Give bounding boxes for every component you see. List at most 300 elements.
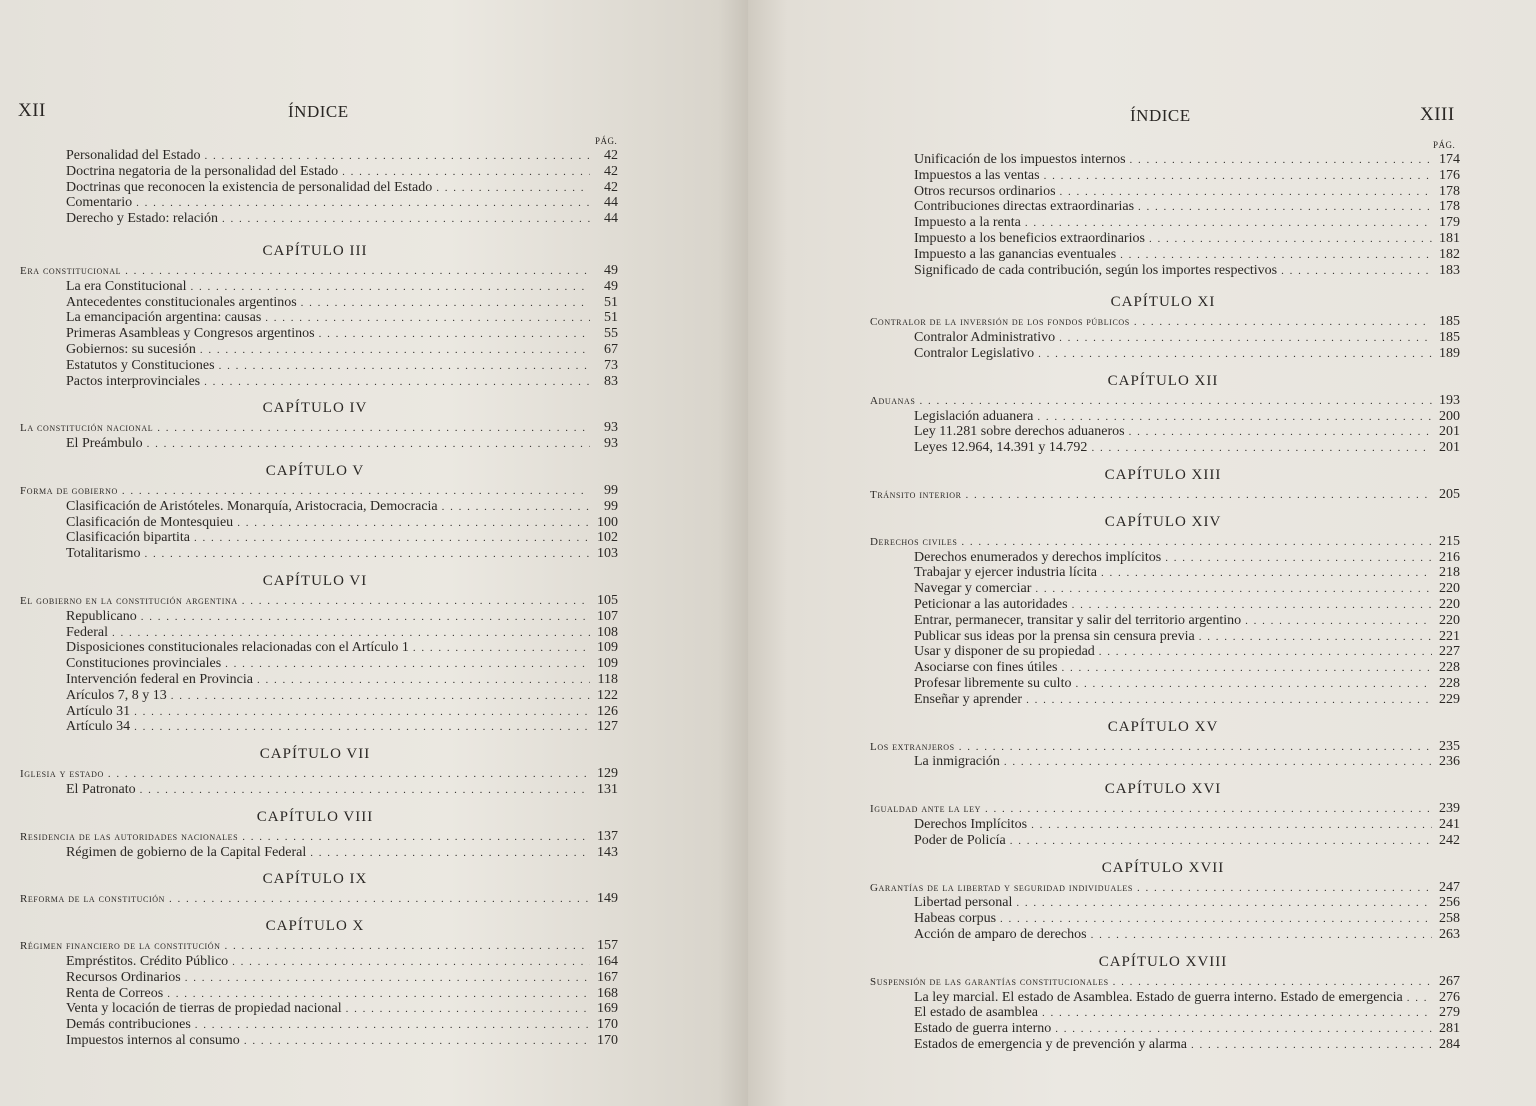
toc-entry <box>66 164 618 180</box>
entry-page: 228 <box>1439 660 1460 676</box>
entry-title: Derechos enumerados y derechos implícitos <box>914 549 1162 565</box>
entry-page: 51 <box>604 294 618 310</box>
leader-dots <box>1042 1005 1432 1021</box>
toc-entry <box>66 954 618 970</box>
leader-dots <box>1113 974 1432 990</box>
entry-page: 83 <box>604 373 618 389</box>
toc-entry <box>66 211 618 227</box>
entry-title: La inmigración <box>914 754 1000 770</box>
entry-title: Publicar sus ideas por la prensa sin censura previa <box>914 628 1195 644</box>
leader-dots <box>1004 754 1432 770</box>
leader-dots <box>140 782 590 798</box>
entry-title: Aduanas <box>870 394 916 407</box>
pag-label: PÁG. <box>595 136 618 146</box>
entry-title: Asociarse con fines útiles <box>914 660 1058 676</box>
chapter-subject-entry <box>870 880 1460 896</box>
leader-dots <box>1199 629 1432 645</box>
entry-title: Forma de gobierno <box>20 485 118 497</box>
entry-page: 42 <box>604 148 618 163</box>
running-head: ÍNDICE <box>1130 106 1191 125</box>
leader-dots <box>1000 911 1432 927</box>
toc-entry <box>66 640 618 656</box>
leader-dots <box>1025 215 1432 231</box>
entry-page: 218 <box>1439 565 1460 581</box>
leader-dots <box>1035 581 1432 597</box>
entry-title: Igualdad ante la ley <box>870 803 982 816</box>
entry-page: 200 <box>1439 408 1460 424</box>
toc-entry <box>914 550 1460 566</box>
entry-title: Disposiciones constitucionales relacionadas con el Artículo 1 <box>66 640 409 656</box>
toc-entry <box>914 152 1460 168</box>
entry-page: 122 <box>597 687 618 703</box>
leader-dots <box>961 534 1432 550</box>
leader-dots <box>985 801 1432 817</box>
entry-page: 267 <box>1439 973 1460 989</box>
leader-dots <box>225 656 590 672</box>
leader-dots <box>244 1033 590 1049</box>
toc-entry <box>914 581 1460 597</box>
leader-dots <box>242 593 590 609</box>
leader-dots <box>1281 263 1432 279</box>
toc-entry <box>914 817 1460 833</box>
entry-title: Tránsito interior <box>870 489 962 501</box>
entry-page: 247 <box>1439 879 1460 895</box>
leader-dots <box>966 487 1432 503</box>
toc-entry <box>914 1037 1460 1053</box>
entry-title: Contribuciones directas extraordinarias <box>914 199 1135 215</box>
page-number: XIII <box>1420 104 1455 125</box>
leader-dots <box>167 986 590 1002</box>
entry-title: Federal <box>66 624 108 640</box>
leader-dots <box>1016 895 1432 911</box>
chapter-heading: CAPÍTULO XII <box>1107 372 1219 389</box>
toc-entry <box>66 180 618 196</box>
toc-entry <box>914 895 1460 911</box>
toc-entry <box>914 346 1460 362</box>
chapter-heading: CAPÍTULO IX <box>262 871 368 888</box>
entry-title: Residencia de las autoridades nacionales <box>20 830 239 843</box>
entry-page: 220 <box>1439 597 1460 612</box>
chapter-heading: CAPÍTULO XV <box>1107 718 1219 735</box>
toc-entry <box>66 279 618 295</box>
entry-page: 93 <box>604 420 618 436</box>
leader-dots <box>204 374 590 390</box>
entry-page: 127 <box>597 719 618 735</box>
entry-page: 185 <box>1439 330 1460 346</box>
chapter-subject-entry <box>20 420 618 436</box>
leader-dots <box>1138 199 1432 215</box>
leader-dots <box>147 436 590 452</box>
entry-title: Profesar libremente su culto <box>914 676 1072 691</box>
leader-dots <box>1407 990 1432 1006</box>
entry-title: Habeas corpus <box>914 911 997 927</box>
toc-entry <box>66 625 618 641</box>
chapter-subject-entry <box>20 766 618 782</box>
entry-page: 149 <box>597 891 618 907</box>
entry-title: Pactos interprovinciales <box>66 373 201 389</box>
entry-title: Arículos 7, 8 y 13 <box>66 687 167 703</box>
toc-entry <box>914 440 1460 456</box>
toc-entry <box>914 424 1460 440</box>
leader-dots <box>1061 660 1432 676</box>
entry-page: 170 <box>597 1033 618 1048</box>
leader-dots <box>222 211 590 227</box>
entry-title: Estados de emergencia y de prevención y alarma <box>914 1037 1188 1052</box>
toc-entry <box>914 597 1460 613</box>
entry-page: 49 <box>604 263 618 278</box>
leader-dots <box>319 326 590 342</box>
entry-title: Usar y disponer de su propiedad <box>914 644 1095 660</box>
left-page <box>0 0 748 1106</box>
entry-page: 236 <box>1439 754 1460 770</box>
entry-page: 221 <box>1439 628 1460 644</box>
entry-title: Primeras Asambleas y Congresos argentinos <box>66 326 315 342</box>
leader-dots <box>1137 880 1432 896</box>
toc-entry <box>66 295 618 311</box>
entry-title: Contralor Administrativo <box>914 330 1056 346</box>
entry-page: 263 <box>1439 927 1460 942</box>
entry-title: La era Constitucional <box>66 278 187 294</box>
toc-entry <box>914 911 1460 927</box>
leader-dots <box>1055 1021 1432 1037</box>
toc-entry <box>66 374 618 390</box>
entry-title: Contralor Legislativo <box>914 346 1035 361</box>
entry-title: Impuestos internos al consumo <box>66 1033 240 1048</box>
entry-page: 167 <box>597 969 618 985</box>
entry-title: Unificación de los impuestos internos <box>914 152 1126 167</box>
entry-title: Régimen financiero de la constitución <box>20 940 221 953</box>
leader-dots <box>1044 168 1432 184</box>
entry-title: Régimen de gobierno de la Capital Federal <box>66 844 307 860</box>
leader-dots <box>301 295 590 311</box>
toc-entry <box>914 660 1460 676</box>
entry-title: Doctrinas que reconocen la existencia de personalidad del Estado <box>66 179 433 195</box>
leader-dots <box>1165 550 1432 566</box>
toc-entry <box>914 199 1460 215</box>
entry-page: 242 <box>1439 832 1460 848</box>
entry-title: Entrar, permanecer, transitar y salir del territorio argentino <box>914 612 1242 628</box>
entry-title: Legislación aduanera <box>914 408 1034 424</box>
entry-page: 108 <box>597 624 618 640</box>
entry-page: 256 <box>1439 895 1460 911</box>
running-head: ÍNDICE <box>288 102 349 121</box>
entry-page: 178 <box>1439 199 1460 215</box>
entry-title: Artículo 34 <box>66 719 131 735</box>
leader-dots <box>1191 1037 1432 1053</box>
leader-dots <box>919 393 1432 409</box>
entry-page: 100 <box>597 514 618 530</box>
entry-page: 103 <box>597 546 618 562</box>
toc-entry <box>914 692 1460 708</box>
toc-entry <box>914 990 1460 1006</box>
entry-page: 164 <box>597 954 618 969</box>
entry-page: 143 <box>597 844 618 860</box>
leader-dots <box>237 515 590 531</box>
toc-entry <box>914 927 1460 943</box>
toc-entry <box>914 330 1460 346</box>
entry-title: Venta y locación de tierras de propiedad nacional <box>66 1001 342 1017</box>
entry-title: Clasificación de Montesquieu <box>66 514 234 530</box>
leader-dots <box>242 829 590 845</box>
entry-page: 279 <box>1439 1005 1460 1021</box>
leader-dots <box>112 625 590 641</box>
leader-dots <box>194 530 590 546</box>
entry-title: La emancipación argentina: causas <box>66 310 262 326</box>
toc-entry <box>914 263 1460 279</box>
entry-title: Contralor de la inversión de los fondos públicos <box>870 316 1130 329</box>
entry-title: Ley 11.281 sobre derechos aduaneros <box>914 424 1125 440</box>
entry-title: Garantías de la libertad y seguridad individuales <box>870 881 1133 894</box>
entry-page: 73 <box>604 357 618 373</box>
toc-entry <box>914 247 1460 263</box>
entry-title: Derecho y Estado: relación <box>66 211 218 227</box>
leader-dots <box>136 195 590 211</box>
leader-dots <box>1026 692 1432 708</box>
entry-page: 51 <box>604 310 618 326</box>
entry-title: La constitución nacional <box>20 422 154 435</box>
entry-page: 67 <box>604 342 618 357</box>
entry-page: 216 <box>1439 549 1460 565</box>
leader-dots <box>1245 613 1432 629</box>
chapter-subject-entry <box>870 974 1460 990</box>
entry-page: 109 <box>597 656 618 672</box>
right-page <box>748 0 1536 1106</box>
toc-entry <box>66 782 618 798</box>
leader-dots <box>122 483 590 499</box>
toc-entry <box>66 326 618 342</box>
entry-title: Trabajar y ejercer industria lícita <box>914 565 1097 581</box>
leader-dots <box>342 164 590 180</box>
entry-title: Los extranjeros <box>870 740 955 753</box>
entry-title: El estado de asamblea <box>914 1005 1039 1021</box>
leader-dots <box>134 704 590 720</box>
toc-entry <box>914 215 1460 231</box>
toc-entry <box>66 1033 618 1049</box>
entry-page: 239 <box>1439 801 1460 817</box>
toc-entry <box>66 195 618 211</box>
chapter-subject-entry <box>20 483 618 499</box>
leader-dots <box>346 1001 590 1017</box>
entry-title: Intervención federal en Provincia <box>66 672 253 687</box>
entry-page: 183 <box>1439 262 1460 278</box>
entry-page: 93 <box>604 436 618 452</box>
leader-dots <box>1072 597 1432 613</box>
toc-entry <box>66 515 618 531</box>
entry-page: 55 <box>604 326 618 342</box>
entry-page: 44 <box>604 195 618 211</box>
entry-page: 107 <box>597 608 618 624</box>
leader-dots <box>413 640 590 656</box>
entry-title: Leyes 12.964, 14.391 y 14.792 <box>914 440 1088 456</box>
entry-page: 102 <box>597 530 618 546</box>
toc-entry <box>914 409 1460 425</box>
chapter-subject-entry <box>20 938 618 954</box>
leader-dots <box>436 180 590 196</box>
chapter-heading: CAPÍTULO IV <box>262 400 368 417</box>
leader-dots <box>205 148 590 164</box>
leader-dots <box>1099 644 1432 660</box>
entry-title: Impuesto a la renta <box>914 215 1021 231</box>
entry-page: 201 <box>1439 440 1460 456</box>
toc-entry <box>66 688 618 704</box>
entry-page: 174 <box>1439 152 1460 167</box>
chapter-subject-entry <box>870 801 1460 817</box>
chapter-subject-entry <box>870 393 1460 409</box>
leader-dots <box>1091 927 1432 943</box>
chapter-subject-entry <box>870 314 1460 330</box>
leader-dots <box>1130 152 1432 168</box>
page-number: XII <box>18 100 46 121</box>
chapter-subject-entry <box>870 534 1460 550</box>
chapter-subject-entry <box>20 593 618 609</box>
entry-page: 178 <box>1439 183 1460 199</box>
chapter-heading: CAPÍTULO VII <box>259 746 371 763</box>
entry-title: Derechos Implícitos <box>914 817 1028 832</box>
toc-entry <box>66 970 618 986</box>
leader-dots <box>225 938 590 954</box>
entry-title: Otros recursos ordinarios <box>914 183 1056 199</box>
entry-title: Libertad personal <box>914 895 1013 911</box>
entry-page: 276 <box>1439 989 1460 1005</box>
leader-dots <box>144 546 590 562</box>
leader-dots <box>1129 424 1432 440</box>
entry-page: 220 <box>1439 612 1460 628</box>
chapter-heading: CAPÍTULO XVIII <box>1098 953 1228 970</box>
toc-entry <box>914 168 1460 184</box>
chapter-subject-entry <box>20 829 618 845</box>
leader-dots <box>191 279 590 295</box>
entry-title: Empréstitos. Crédito Público <box>66 954 229 969</box>
toc-entry <box>66 342 618 358</box>
toc-entry <box>66 609 618 625</box>
toc-entry <box>66 704 618 720</box>
entry-title: Clasificación bipartita <box>66 530 191 546</box>
entry-title: Doctrina negatoria de la personalidad del Estado <box>66 163 339 179</box>
entry-page: 176 <box>1439 167 1460 183</box>
leader-dots <box>1010 833 1432 849</box>
leader-dots <box>1059 330 1432 346</box>
toc-entry <box>66 1017 618 1033</box>
leader-dots <box>1037 409 1432 425</box>
leader-dots <box>959 739 1432 755</box>
toc-entry <box>66 1001 618 1017</box>
entry-title: Iglesia y estado <box>20 768 104 781</box>
entry-title: Navegar y comerciar <box>914 581 1032 597</box>
chapter-subject-entry <box>870 739 1460 755</box>
entry-page: 170 <box>597 1017 618 1033</box>
entry-title: Renta de Correos <box>66 985 164 1001</box>
leader-dots <box>1134 314 1432 330</box>
entry-page: 157 <box>597 938 618 954</box>
toc-entry <box>914 1005 1460 1021</box>
entry-page: 182 <box>1439 246 1460 262</box>
toc-entry <box>66 358 618 374</box>
toc-entry <box>66 310 618 326</box>
entry-page: 258 <box>1439 911 1460 927</box>
toc-entry <box>914 629 1460 645</box>
entry-title: Enseñar y aprender <box>914 691 1023 707</box>
entry-page: 99 <box>604 498 618 514</box>
leader-dots <box>171 688 590 704</box>
entry-page: 126 <box>597 703 618 719</box>
entry-page: 105 <box>597 593 618 608</box>
entry-page: 227 <box>1439 644 1460 660</box>
entry-page: 49 <box>604 278 618 294</box>
leader-dots <box>219 358 590 374</box>
entry-page: 131 <box>597 782 618 797</box>
entry-title: Impuestos a las ventas <box>914 167 1040 183</box>
toc-entry <box>66 986 618 1002</box>
toc-entry <box>66 546 618 562</box>
entry-title: Poder de Policía <box>914 832 1006 848</box>
toc-entry <box>914 754 1460 770</box>
chapter-heading: CAPÍTULO X <box>265 918 365 935</box>
entry-title: Totalitarismo <box>66 546 141 562</box>
leader-dots <box>125 263 590 279</box>
entry-page: 129 <box>597 766 618 782</box>
chapter-subject-entry <box>20 891 618 907</box>
leader-dots <box>1060 184 1432 200</box>
entry-title: Reforma de la constitución <box>20 893 165 906</box>
leader-dots <box>1149 231 1432 247</box>
leader-dots <box>108 766 590 782</box>
entry-title: Peticionar a las autoridades <box>914 597 1068 612</box>
entry-title: Recursos Ordinarios <box>66 969 181 985</box>
entry-page: 228 <box>1439 676 1460 691</box>
entry-title: Significado de cada contribución, según los importes respectivos <box>914 262 1278 278</box>
chapter-heading: CAPÍTULO XVI <box>1104 781 1222 798</box>
entry-title: Antecedentes constitucionales argentinos <box>66 294 297 310</box>
entry-title: Republicano <box>66 608 137 624</box>
entry-title: Impuesto a las ganancias eventuales <box>914 246 1117 262</box>
entry-title: Artículo 31 <box>66 703 131 719</box>
chapter-heading: CAPÍTULO XIV <box>1104 513 1222 530</box>
chapter-heading: CAPÍTULO VI <box>262 573 368 589</box>
chapter-heading: CAPÍTULO XIII <box>1104 467 1222 483</box>
leader-dots <box>1091 440 1432 456</box>
entry-title: Clasificación de Aristóteles. Monarquía, Aristocracia, Democracia <box>66 498 438 514</box>
entry-page: 44 <box>604 211 618 227</box>
entry-page: 137 <box>597 828 618 844</box>
entry-title: El Patronato <box>66 782 136 797</box>
leader-dots <box>185 970 590 986</box>
toc-entry <box>914 184 1460 200</box>
entry-page: 118 <box>597 672 618 687</box>
toc-entry <box>66 148 618 164</box>
leader-dots <box>442 499 590 515</box>
entry-title: El Preámbulo <box>66 436 143 452</box>
entry-title: Comentario <box>66 195 133 211</box>
leader-dots <box>310 845 590 861</box>
toc-entry <box>66 530 618 546</box>
chapter-heading: CAPÍTULO III <box>262 243 368 259</box>
entry-title: Derechos civiles <box>870 535 958 548</box>
pag-label: PÁG. <box>1433 140 1456 150</box>
leader-dots <box>200 342 590 358</box>
toc-entry <box>914 676 1460 692</box>
leader-dots <box>1038 346 1432 362</box>
chapter-heading: CAPÍTULO XI <box>1110 294 1216 311</box>
leader-dots <box>232 954 590 970</box>
entry-title: La ley marcial. El estado de Asamblea. Estado de guerra interno. Estado de emergencia <box>914 989 1403 1005</box>
toc-entry <box>914 613 1460 629</box>
entry-title: El gobierno en la constitución argentina <box>20 595 238 607</box>
entry-page: 205 <box>1439 487 1460 502</box>
entry-page: 189 <box>1439 346 1460 361</box>
leader-dots <box>169 891 590 907</box>
entry-page: 42 <box>604 163 618 179</box>
leader-dots <box>157 420 590 436</box>
